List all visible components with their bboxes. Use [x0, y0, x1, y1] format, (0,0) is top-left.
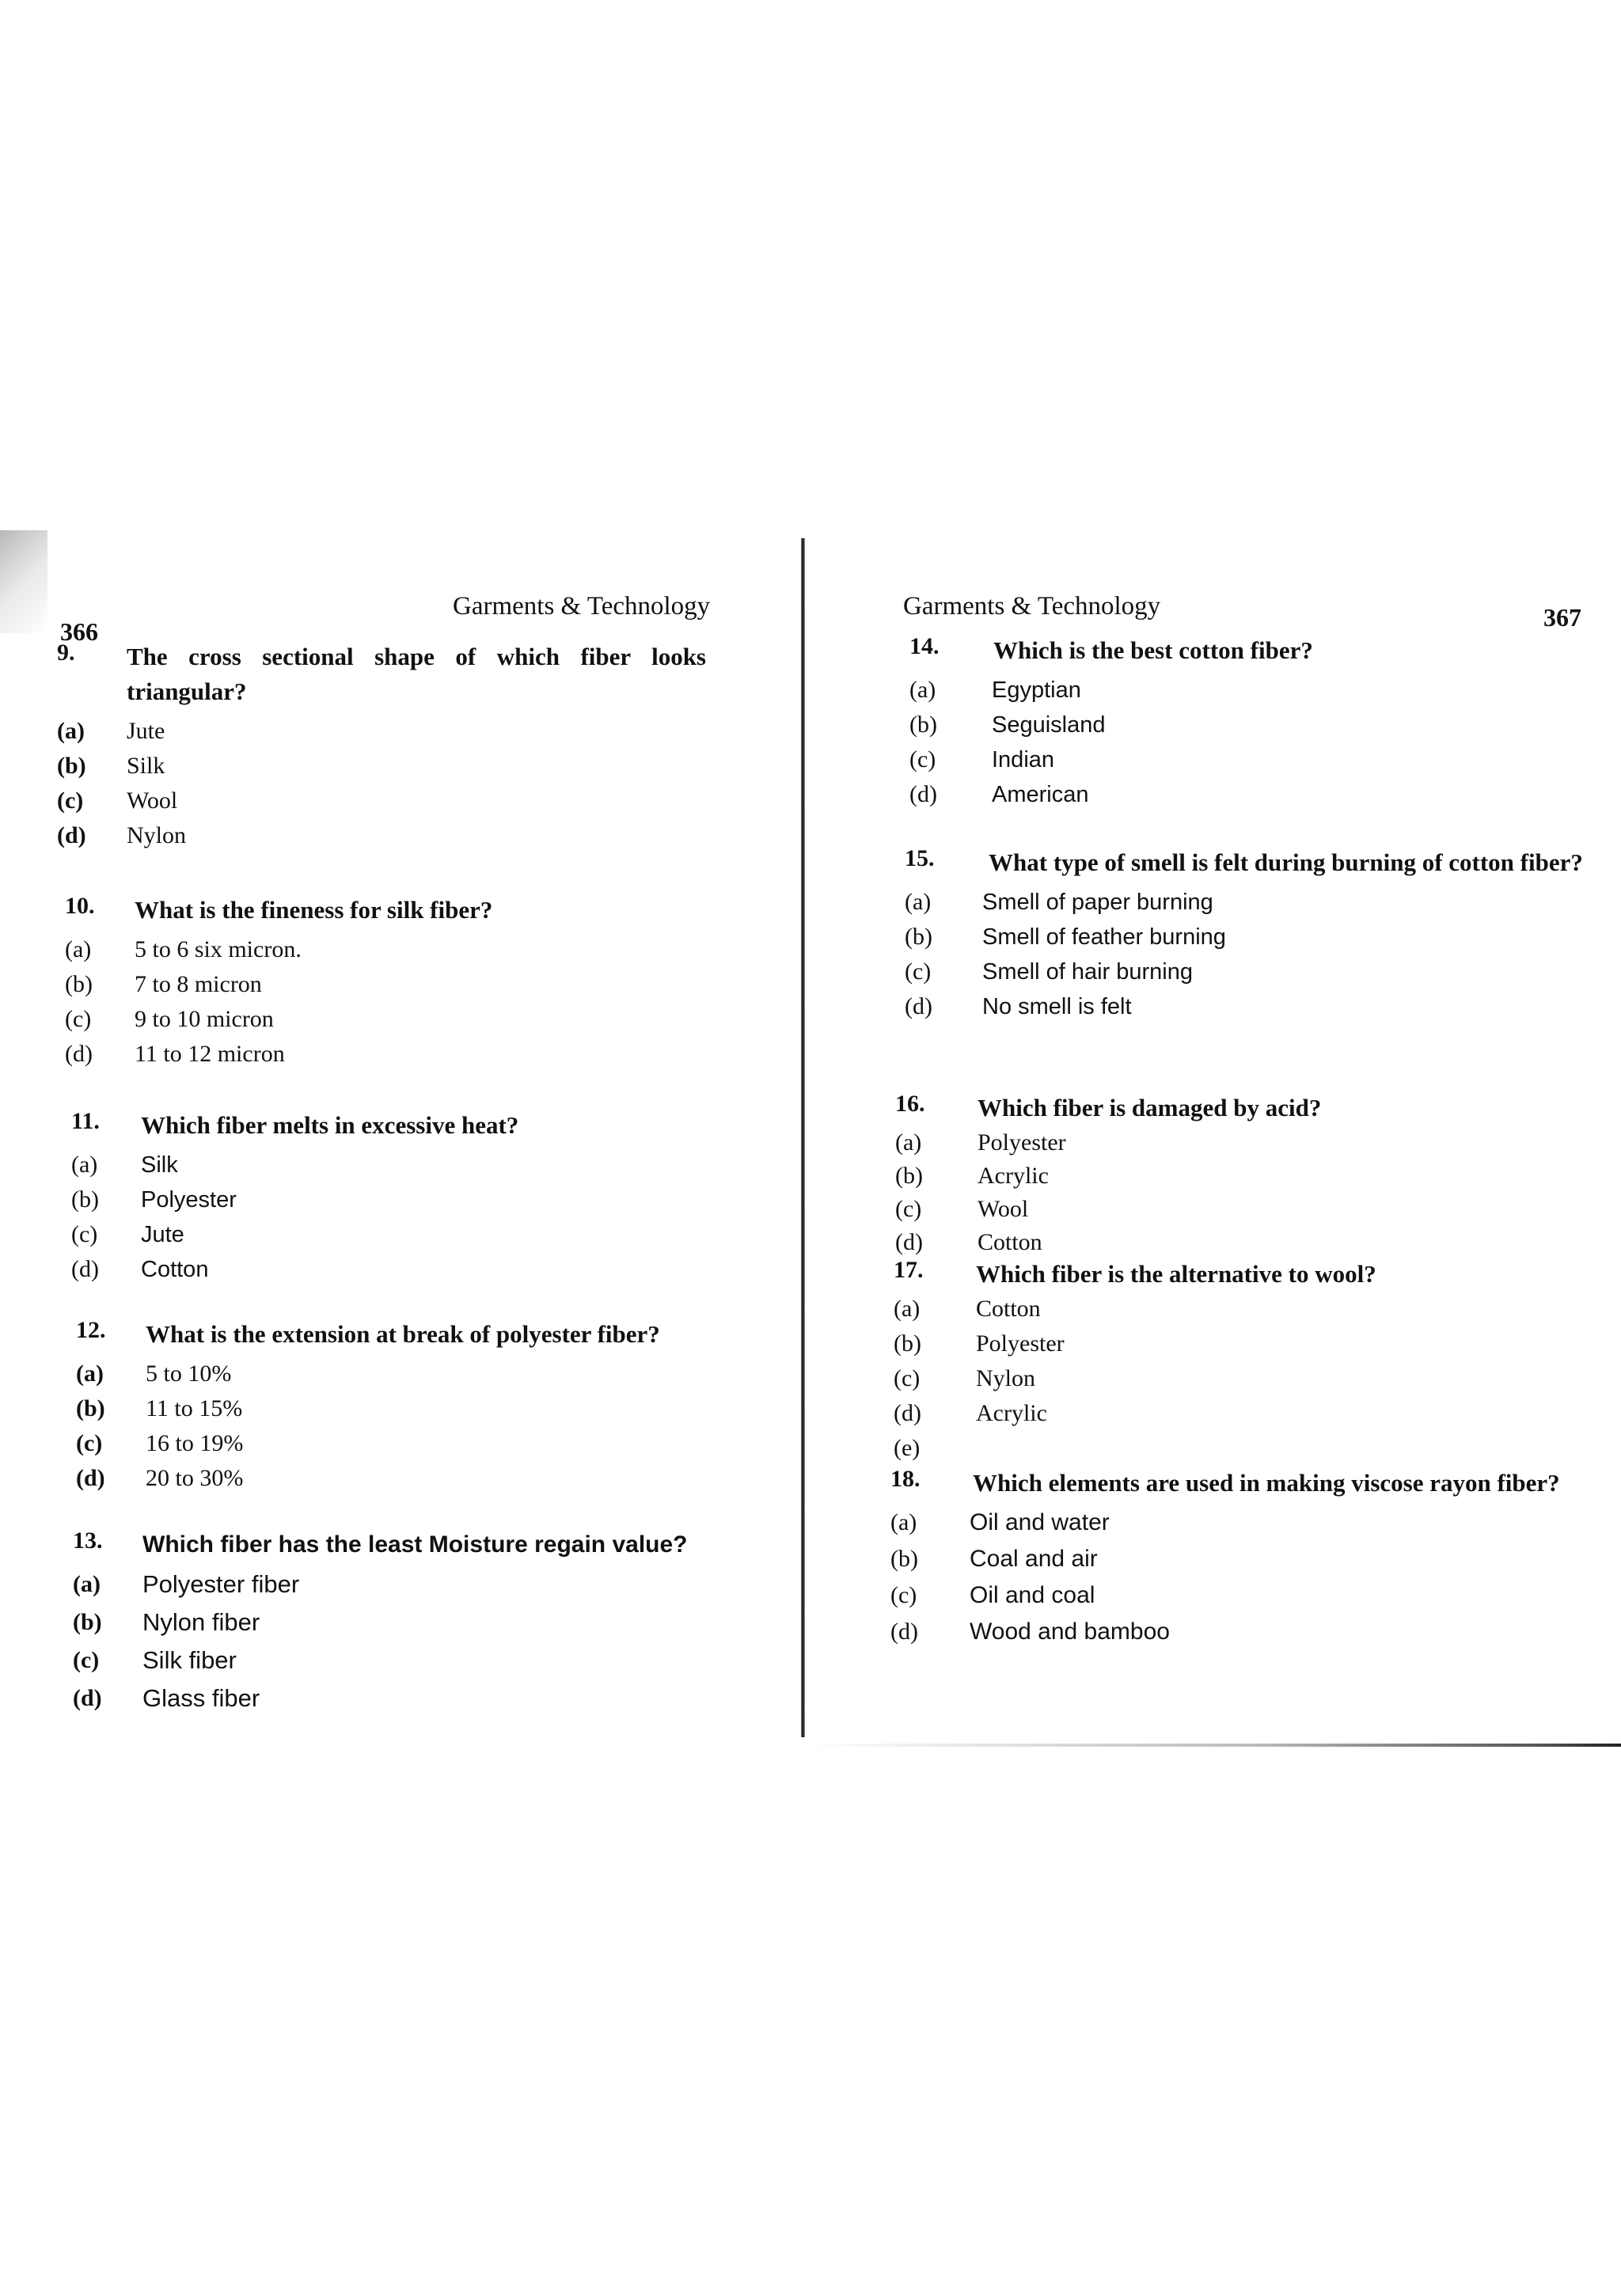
- option-letter: (b): [909, 712, 937, 738]
- option-text: Silk: [127, 753, 165, 779]
- question-18: [890, 1466, 1587, 1651]
- option-letter: (c): [890, 1582, 917, 1608]
- option-letter: (a): [890, 1509, 917, 1535]
- option-letter: (a): [894, 1296, 921, 1322]
- question-text: Which is the best cotton fiber?: [993, 636, 1313, 664]
- page-number: 366: [60, 617, 98, 646]
- option-text: Oil and water: [970, 1509, 1110, 1535]
- option-text: Silk: [141, 1152, 178, 1178]
- option-text: Coal and air: [970, 1546, 1098, 1572]
- option-letter: (a): [57, 718, 85, 744]
- question-12: [76, 1317, 725, 1496]
- option-text: Cotton: [978, 1229, 1042, 1255]
- option-letter: (c): [71, 1221, 98, 1247]
- option-letter: (b): [895, 1163, 923, 1189]
- question-text: What is the extension at break of polyester fiber?: [146, 1320, 660, 1348]
- option-letter: (d): [73, 1685, 102, 1711]
- question-text: Which fiber is damaged by acid?: [978, 1094, 1322, 1121]
- question-text: Which fiber is the alternative to wool?: [976, 1260, 1376, 1288]
- question-number: 10.: [65, 893, 95, 919]
- option: [71, 1217, 720, 1252]
- option: [909, 742, 1558, 777]
- option-letter: (d): [57, 822, 86, 848]
- option-text: Smell of feather burning: [982, 924, 1226, 950]
- option-letter: (b): [71, 1186, 99, 1213]
- option-text: Smell of hair burning: [982, 959, 1193, 985]
- running-header: Garments & Technology: [453, 592, 711, 620]
- option: [65, 932, 714, 967]
- option-text: Acrylic: [978, 1163, 1049, 1189]
- option: [895, 1125, 1576, 1159]
- option-letter: (c): [905, 958, 932, 985]
- option-letter: (c): [57, 787, 84, 814]
- option: [890, 1578, 1587, 1615]
- option-letter: (a): [76, 1361, 104, 1387]
- option-letter: (a): [895, 1129, 922, 1156]
- option-letter: (d): [909, 781, 937, 807]
- option: [76, 1426, 725, 1461]
- option-letter: (a): [909, 677, 936, 703]
- question-number: 9.: [57, 639, 75, 666]
- option-text: Glass fiber: [142, 1684, 260, 1712]
- option-letter: (a): [73, 1571, 101, 1597]
- option: [894, 1361, 1574, 1396]
- option-text: Wool: [127, 787, 178, 814]
- option: [895, 1192, 1576, 1225]
- option: [65, 967, 714, 1002]
- option: [73, 1605, 722, 1643]
- question-text: What is the fineness for silk fiber?: [135, 896, 493, 924]
- option-text: 5 to 6 six micron.: [135, 936, 302, 962]
- option-text: Wood and bamboo: [970, 1619, 1170, 1645]
- question-number: 11.: [71, 1108, 100, 1134]
- option-letter: (d): [894, 1400, 921, 1426]
- option: [57, 749, 706, 784]
- question-number: 13.: [73, 1528, 103, 1554]
- option-text: 11 to 15%: [146, 1395, 243, 1421]
- question-text: Which fiber has the least Moisture regain value?: [142, 1531, 688, 1558]
- option-text: No smell is felt: [982, 994, 1132, 1019]
- option: [894, 1326, 1574, 1361]
- option-letter: (d): [895, 1229, 923, 1255]
- option: [890, 1505, 1587, 1542]
- option: [895, 1159, 1576, 1192]
- option-text: Polyester: [976, 1330, 1065, 1357]
- option-text: Smell of paper burning: [982, 890, 1213, 915]
- question-10: [65, 893, 714, 1072]
- question-number: 16.: [895, 1091, 925, 1117]
- option-list: [73, 1567, 722, 1719]
- option-letter: (d): [890, 1619, 918, 1645]
- option-list: [894, 1292, 1574, 1466]
- question-number: 18.: [890, 1466, 921, 1492]
- option-text: Cotton: [976, 1296, 1041, 1322]
- option: [71, 1182, 720, 1217]
- option: [905, 920, 1585, 954]
- option: [65, 1037, 714, 1072]
- option-letter: (d): [65, 1041, 93, 1067]
- option-text: 9 to 10 micron: [135, 1006, 274, 1032]
- option-text: Indian: [992, 747, 1055, 772]
- question-13: [73, 1528, 722, 1719]
- option-letter: (b): [76, 1395, 105, 1421]
- left-page: [0, 0, 803, 2296]
- option-letter: (c): [909, 746, 936, 772]
- option-text: 20 to 30%: [146, 1465, 244, 1491]
- option: [57, 818, 706, 853]
- option: [894, 1431, 1574, 1466]
- option-list: [76, 1357, 725, 1496]
- option: [905, 885, 1585, 920]
- question-number: 15.: [905, 845, 935, 871]
- option-letter: (d): [71, 1256, 99, 1282]
- option: [890, 1615, 1587, 1651]
- option-letter: (b): [73, 1609, 102, 1635]
- option-text: 7 to 8 micron: [135, 971, 262, 997]
- option: [905, 989, 1585, 1024]
- option-text: 5 to 10%: [146, 1361, 232, 1387]
- option-list: [895, 1125, 1576, 1258]
- option-letter: (a): [71, 1152, 98, 1178]
- option: [895, 1225, 1576, 1258]
- option: [894, 1396, 1574, 1431]
- option-text: Nylon: [976, 1365, 1035, 1391]
- option-text: Oil and coal: [970, 1582, 1095, 1608]
- option: [57, 784, 706, 818]
- option: [57, 714, 706, 749]
- option-letter: (a): [905, 889, 932, 915]
- option-list: [909, 673, 1558, 812]
- option-text: Jute: [127, 718, 165, 744]
- option-letter: (e): [894, 1435, 921, 1461]
- option-text: 16 to 19%: [146, 1430, 244, 1456]
- option-list: [905, 885, 1585, 1024]
- question-number: 14.: [909, 633, 940, 659]
- option-letter: (b): [894, 1330, 921, 1357]
- question-text: Which fiber melts in excessive heat?: [141, 1111, 519, 1139]
- option-letter: (b): [57, 753, 86, 779]
- option: [890, 1542, 1587, 1578]
- option-letter: (c): [76, 1430, 103, 1456]
- option-text: Silk fiber: [142, 1646, 237, 1674]
- question-17: [894, 1257, 1574, 1466]
- option: [76, 1391, 725, 1426]
- option-text: Polyester: [978, 1129, 1066, 1156]
- option-letter: (c): [895, 1196, 922, 1222]
- option: [73, 1681, 722, 1719]
- option: [71, 1252, 720, 1287]
- question-number: 17.: [894, 1257, 924, 1283]
- question-text: What type of smell is felt during burning of cotton fiber?: [989, 848, 1583, 876]
- option-letter: (b): [65, 971, 93, 997]
- option-text: American: [992, 782, 1089, 807]
- option: [71, 1148, 720, 1182]
- question-14: [909, 633, 1558, 812]
- option-list: [65, 932, 714, 1072]
- option-text: Nylon: [127, 822, 186, 848]
- option-text: Egyptian: [992, 677, 1081, 703]
- option-text: Jute: [141, 1222, 184, 1247]
- option-letter: (c): [894, 1365, 921, 1391]
- option-text: Nylon fiber: [142, 1608, 260, 1636]
- page-number: 367: [1543, 603, 1581, 632]
- option-text: 11 to 12 micron: [135, 1041, 285, 1067]
- option-text: Wool: [978, 1196, 1029, 1222]
- option: [894, 1292, 1574, 1326]
- option-letter: (a): [65, 936, 92, 962]
- question-9: [57, 639, 706, 853]
- question-text: Which elements are used in making viscose rayon fiber?: [973, 1469, 1560, 1497]
- option-list: [57, 714, 706, 853]
- option: [76, 1357, 725, 1391]
- page-bottom-shadow: [807, 1744, 1621, 1747]
- option: [909, 673, 1558, 708]
- option-letter: (c): [73, 1647, 100, 1673]
- option: [905, 954, 1585, 989]
- option-letter: (b): [890, 1546, 918, 1572]
- option-letter: (d): [905, 993, 932, 1019]
- option-letter: (c): [65, 1006, 92, 1032]
- option: [73, 1643, 722, 1681]
- option-text: Polyester: [141, 1187, 237, 1213]
- running-header: Garments & Technology: [903, 592, 1161, 620]
- option-text: Seguisland: [992, 712, 1106, 738]
- option-list: [890, 1505, 1587, 1651]
- question-text: The cross sectional shape of which fiber looks triangular?: [127, 643, 706, 705]
- option: [909, 708, 1558, 742]
- question-15: [905, 845, 1585, 1024]
- option: [73, 1567, 722, 1605]
- option: [65, 1002, 714, 1037]
- option-text: Cotton: [141, 1257, 209, 1282]
- question-number: 12.: [76, 1317, 106, 1343]
- right-page: [803, 0, 1621, 2296]
- option-letter: (b): [905, 924, 932, 950]
- option: [76, 1461, 725, 1496]
- option: [909, 777, 1558, 812]
- option-text: Polyester fiber: [142, 1570, 300, 1598]
- option-list: [71, 1148, 720, 1287]
- question-16: [895, 1091, 1576, 1258]
- question-11: [71, 1108, 720, 1287]
- option-text: Acrylic: [976, 1400, 1047, 1426]
- option-letter: (d): [76, 1465, 105, 1491]
